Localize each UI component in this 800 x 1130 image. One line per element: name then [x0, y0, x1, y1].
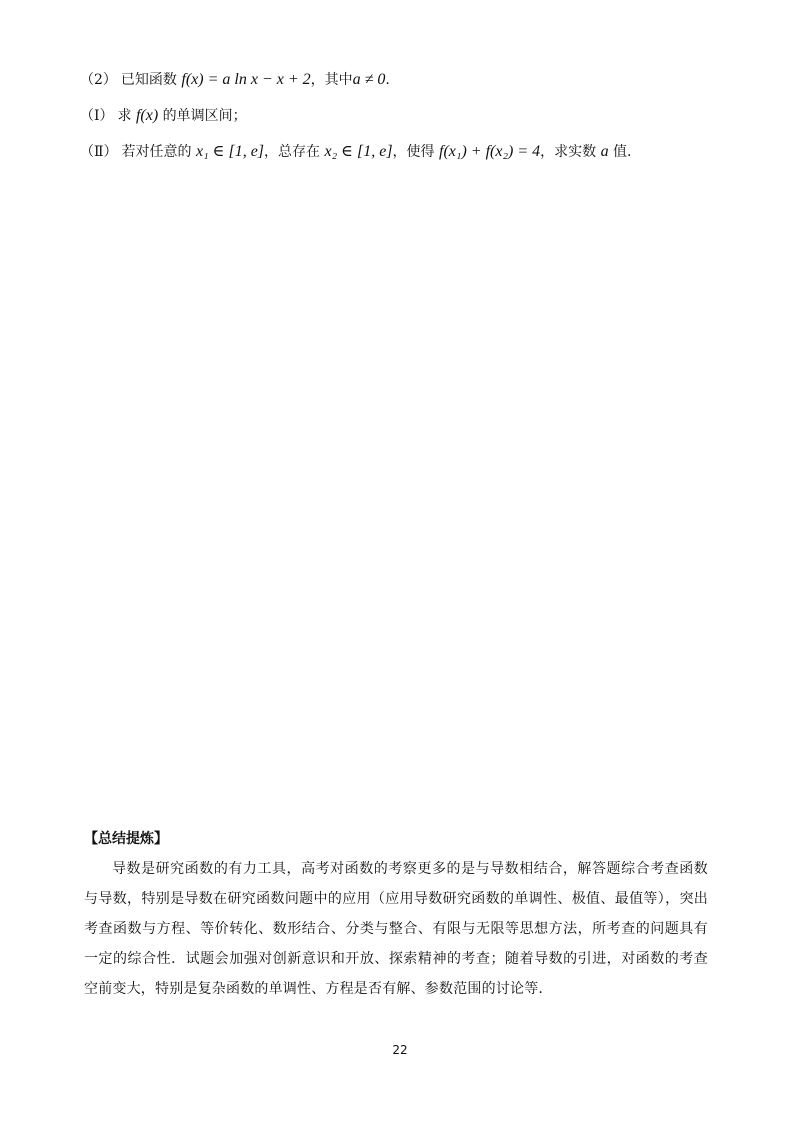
part-one-suffix: 的单调区间；: [162, 108, 247, 124]
part-two-number: （Ⅱ）: [80, 144, 118, 160]
part-two-text-b: ，总存在: [264, 144, 321, 160]
part-two-variable: a: [600, 143, 609, 160]
problem-intro-middle: ，其中: [310, 72, 353, 88]
problem-intro-suffix: .: [385, 72, 390, 88]
summary-title: 【总结提炼】: [84, 831, 168, 847]
part-two-text-d: ，求实数: [540, 144, 597, 160]
part-one-number: （Ⅰ）: [80, 108, 114, 124]
summary-section: [84, 828, 708, 1004]
part-one-line: [80, 106, 730, 126]
part-one-prefix: 求: [117, 108, 132, 124]
part-two-text-e: 值.: [613, 144, 632, 160]
problem-intro-line: [80, 70, 730, 90]
page-number: 22: [392, 1043, 408, 1057]
part-two-text-a: 若对任意的: [121, 144, 192, 160]
part-one-function: f(x): [135, 107, 159, 124]
summary-body: 导数是研究函数的有力工具，高考对函数的考察更多的是与导数相结合，解答题综合考查函数与导数，特别是导数在研究函数问题中的应用（应用导数研究函数的单调性、极值、最值等），突出考查函数与方程、等价转化、数形结合、分类与整合、有限与无限等思想方法，所考查的问题具有一定的综合性．试题会加强对创新意识和开放、探索精神的考查；随着导数的引进，对函数的考查空前变大，特别是复杂函数的单调性、方程是否有解、参数范围的讨论等.: [84, 861, 708, 997]
problem-intro-prefix: 已知函数: [120, 72, 177, 88]
part-two-math-x1: x₁ ∈ [1, e]: [195, 143, 265, 160]
part-two-equation: f(x₁) + f(x₂) = 4: [439, 143, 541, 160]
parameter-condition: a ≠ 0: [352, 71, 386, 88]
problem-number: （2）: [80, 72, 117, 88]
function-definition: f(x) = a ln x − x + 2: [181, 71, 311, 88]
part-two-line: [80, 142, 730, 162]
part-two-math-x2: x₂ ∈ [1, e]: [324, 143, 393, 160]
problem-block: [80, 70, 730, 178]
part-two-text-c: ，使得: [392, 144, 435, 160]
